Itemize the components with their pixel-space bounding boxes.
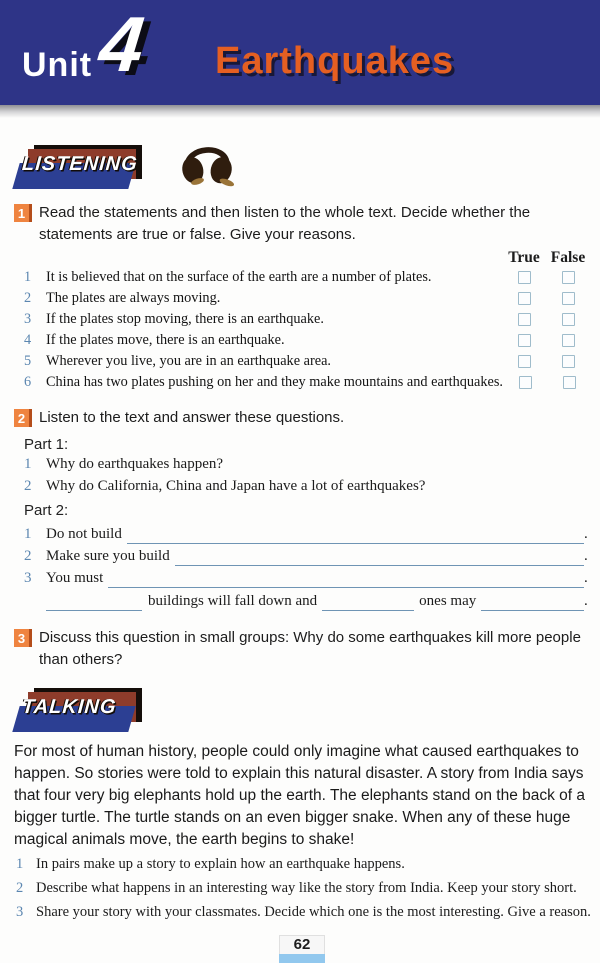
true-checkbox[interactable] xyxy=(518,334,531,347)
question-row xyxy=(24,478,590,500)
statement-row xyxy=(24,267,590,288)
task-text: Share your story with your classmates. Decide which one is the most interesting. Give a reason. xyxy=(36,904,591,920)
period: . xyxy=(584,570,588,586)
statement-row xyxy=(24,372,590,393)
false-checkbox[interactable] xyxy=(562,313,575,326)
page-number: 62 xyxy=(279,935,325,954)
exercise-3-number: 3 xyxy=(14,629,32,647)
unit-banner xyxy=(0,0,600,105)
statement-number: 6 xyxy=(24,374,32,390)
page-number-bar xyxy=(279,954,325,963)
fill-text: ones may xyxy=(419,593,477,609)
task-row xyxy=(14,856,590,879)
period: . xyxy=(584,593,588,609)
statement-row xyxy=(24,309,590,330)
true-false-header xyxy=(24,249,590,267)
fill-in-row xyxy=(24,522,590,544)
part-1-label: Part 1: xyxy=(24,436,69,453)
talking-badge xyxy=(14,688,144,734)
statement-row xyxy=(24,330,590,351)
headphones-icon xyxy=(178,138,236,195)
false-checkbox[interactable] xyxy=(562,271,575,284)
task-number: 3 xyxy=(16,904,24,920)
listening-badge xyxy=(14,145,144,191)
fill-number: 1 xyxy=(24,526,32,542)
true-column-header: True xyxy=(508,249,540,266)
banner-shadow xyxy=(0,105,600,118)
exercise-2-number: 2 xyxy=(14,409,32,427)
part-2-label: Part 2: xyxy=(24,502,69,519)
talking-label: TALKING xyxy=(21,696,118,718)
answer-blank[interactable] xyxy=(127,528,584,544)
exercise-2-instruction: Listen to the text and answer these questions. xyxy=(39,409,345,426)
true-checkbox[interactable] xyxy=(518,355,531,368)
fill-number: 3 xyxy=(24,570,32,586)
question-text: Why do earthquakes happen? xyxy=(46,456,224,472)
fill-in-continuation-row xyxy=(46,588,590,611)
exercise-2 xyxy=(14,407,590,429)
statement-row xyxy=(24,288,590,309)
statement-text: It is believed that on the surface of the earth are a number of plates. xyxy=(46,269,432,285)
fill-text: buildings will fall down and xyxy=(148,593,318,609)
false-column-header: False xyxy=(550,249,586,266)
false-checkbox[interactable] xyxy=(562,334,575,347)
task-text: In pairs make up a story to explain how an earthquake happens. xyxy=(36,856,405,872)
fill-text: Do not build xyxy=(46,526,122,542)
statement-number: 4 xyxy=(24,332,32,348)
answer-blank[interactable] xyxy=(46,595,142,611)
task-text: Describe what happens in an interesting way like the story from India. Keep your story short. xyxy=(36,880,577,896)
listening-section-header xyxy=(14,144,590,192)
fill-in-row xyxy=(24,566,590,588)
statement-text: Wherever you live, you are in an earthquake area. xyxy=(46,353,331,369)
statement-text: If the plates stop moving, there is an earthquake. xyxy=(46,311,324,327)
answer-blank[interactable] xyxy=(322,595,414,611)
exercise-1-number: 1 xyxy=(14,204,32,222)
exercise-3-instruction: Discuss this question in small groups: Why do some earthquakes kill more people than others? xyxy=(39,629,581,668)
fill-in-row xyxy=(24,544,590,566)
exercise-1-instruction: Read the statements and then listen to the whole text. Decide whether the statements are true or false. Give your reasons. xyxy=(39,204,531,243)
question-number: 2 xyxy=(24,478,32,494)
task-row xyxy=(14,904,590,927)
page-footer xyxy=(14,935,590,963)
unit-number: 4 xyxy=(95,0,149,88)
exercise-1 xyxy=(14,202,590,246)
listening-label: LISTENING xyxy=(21,153,139,175)
answer-blank[interactable] xyxy=(481,595,584,611)
exercise-3 xyxy=(14,627,590,671)
false-checkbox[interactable] xyxy=(563,376,576,389)
false-checkbox[interactable] xyxy=(562,355,575,368)
talking-paragraph: For most of human history, people could only imagine what caused earthquakes to happen. So stories were told to explain this natural disaster. A story from India says that four very big elephants hold up the earth. The elephants stand on the back of a bigger turtle. The turtle stands on an even bigger snake. When any of these huge magical animals move, the earth begins to shake! xyxy=(14,743,586,848)
true-checkbox[interactable] xyxy=(519,376,532,389)
question-row xyxy=(24,456,590,478)
statement-text: If the plates move, there is an earthquake. xyxy=(46,332,285,348)
fill-text: You must xyxy=(46,570,104,586)
statement-number: 3 xyxy=(24,311,32,327)
question-text: Why do California, China and Japan have a lot of earthquakes? xyxy=(46,478,426,494)
fill-number: 2 xyxy=(24,548,32,564)
true-checkbox[interactable] xyxy=(518,271,531,284)
answer-blank[interactable] xyxy=(175,550,584,566)
statement-number: 1 xyxy=(24,269,32,285)
statement-text: The plates are always moving. xyxy=(46,290,221,306)
statement-number: 5 xyxy=(24,353,32,369)
unit-label: Unit xyxy=(22,46,93,84)
true-checkbox[interactable] xyxy=(518,313,531,326)
fill-text: Make sure you build xyxy=(46,548,170,564)
answer-blank[interactable] xyxy=(108,572,584,588)
statement-row xyxy=(24,351,590,372)
true-false-table xyxy=(24,249,590,393)
period: . xyxy=(584,526,588,542)
talking-section-header xyxy=(14,687,590,735)
unit-title: Earthquakes xyxy=(215,40,455,82)
task-number: 2 xyxy=(16,880,24,896)
statement-text: China has two plates pushing on her and they make mountains and earthquakes. xyxy=(46,374,503,390)
period: . xyxy=(584,548,588,564)
task-row xyxy=(14,880,590,903)
statement-number: 2 xyxy=(24,290,32,306)
question-number: 1 xyxy=(24,456,32,472)
true-checkbox[interactable] xyxy=(518,292,531,305)
false-checkbox[interactable] xyxy=(562,292,575,305)
task-number: 1 xyxy=(16,856,24,872)
